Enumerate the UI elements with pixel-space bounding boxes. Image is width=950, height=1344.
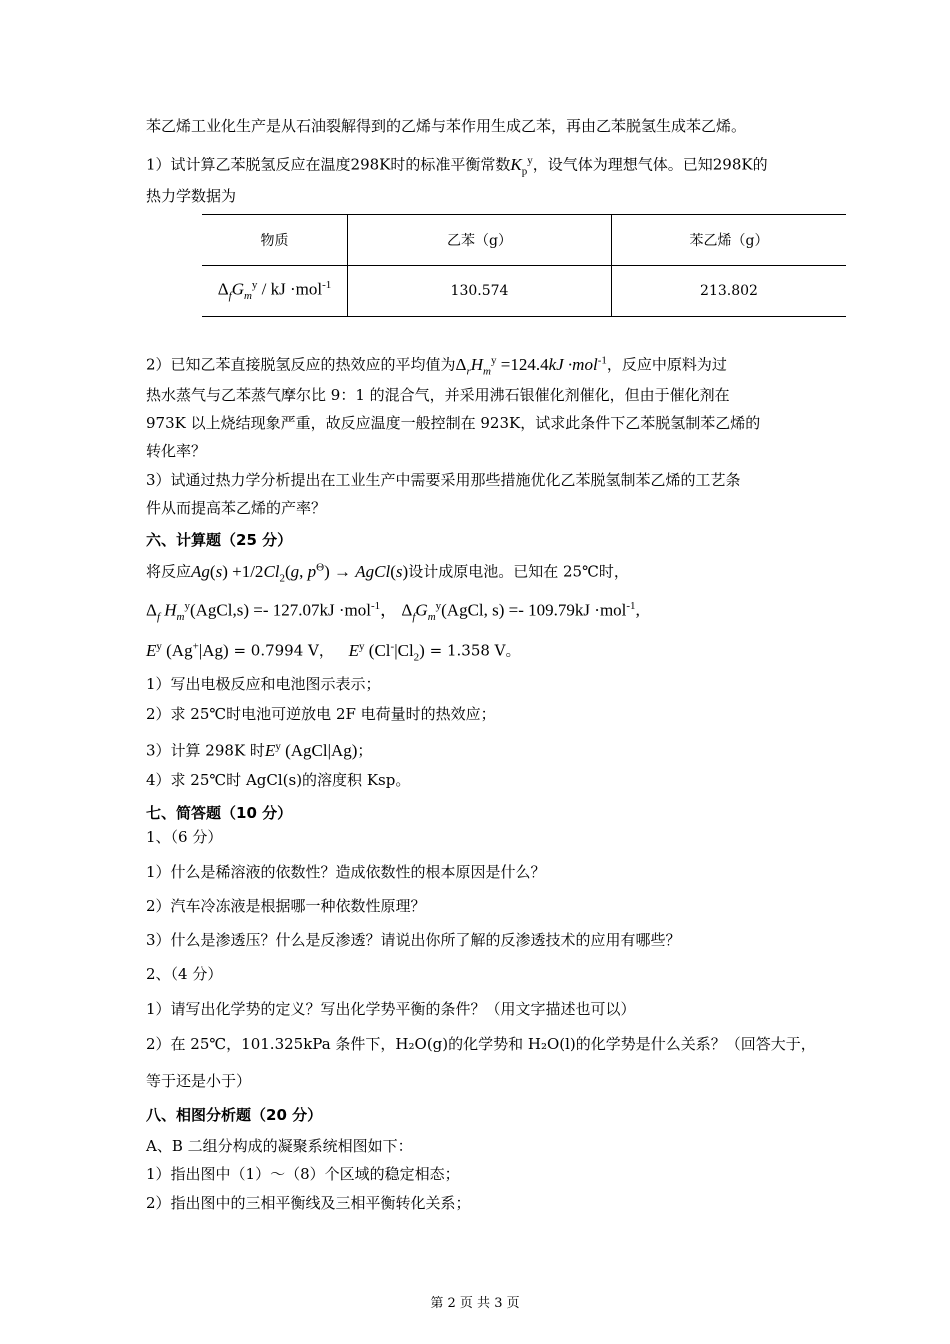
- q7-1-3: 3）什么是渗透压？什么是反渗透？请说出你所了解的反渗透技术的应用有哪些？: [146, 931, 681, 949]
- cell-reaction: $Ag(s) +1/2Cl_2(g$, $p^\Theta$) → AgCl(s): [191, 561, 409, 585]
- q7-1-1: 1）什么是稀溶液的依数性？造成依数性的根本原因是什么？: [146, 863, 546, 881]
- sec8-intro: A、B 二组分构成的凝聚系统相图如下：: [146, 1137, 413, 1155]
- q7-1-2: 2）汽车冷冻液是根据哪一种依数性原理？: [146, 897, 426, 915]
- e-agcl-symbol: $E^y$ (AgCl|Ag): [264, 740, 358, 760]
- q6-3-text-b: ；: [357, 741, 373, 760]
- header-styrene: 苯乙烯（g）: [612, 215, 847, 266]
- intro-text: 苯乙烯工业化生产是从石油裂解得到的乙烯与苯作用生成乙苯，再由乙苯脱氢生成苯乙烯。: [146, 117, 747, 135]
- q5-3-line-b: 件从而提高苯乙烯的产率？: [146, 499, 327, 517]
- q5-1-line: [146, 150, 768, 181]
- header-ethylbenzene: 乙苯（g）: [348, 215, 612, 266]
- q6-3-line: [146, 736, 372, 761]
- sec6-reaction-line: [146, 557, 629, 588]
- q6-4: 4）求 25℃时 AgCl(s)的溶度积 Ksp。: [146, 771, 411, 789]
- e-ag-symbol: $E^y$ (Ag+|Ag): [146, 640, 229, 660]
- q7-2: 2、（4 分）: [146, 965, 223, 983]
- q6-1: 1）写出电极反应和电池图示表示；: [146, 675, 381, 693]
- q5-1-text-b: ，设气体为理想气体。已知298K的: [532, 155, 768, 174]
- q8-2: 2）指出图中的三相平衡线及三相平衡转化关系；: [146, 1194, 471, 1212]
- section-6-title: 六、计算题（25 分）: [146, 531, 293, 549]
- q5-2-line-c: 热水蒸气与乙苯蒸气摩尔比 9：1 的混合气，并采用沸石银催化剂催化，但由于催化剂在: [146, 386, 730, 404]
- q7-2-2b: 等于还是小于）: [146, 1072, 252, 1090]
- q6-3-text-a: 3）计算 298K 时: [146, 741, 265, 760]
- sec6-potentials: [146, 636, 521, 667]
- q5-2-text-a: 2）已知乙苯直接脱氢反应的热效应的平均值为: [146, 355, 456, 374]
- section-7-title: 七、简答题（10 分）: [146, 804, 293, 822]
- q5-2-line-e: 转化率？: [146, 442, 207, 460]
- e-ag-value: = 0.7994 V，: [233, 641, 334, 660]
- q5-2-line-d: 973K 以上烧结现象严重，故反应温度一般控制在 923K，试求此条件下乙苯脱氢制苯乙烯的: [146, 414, 761, 432]
- thermo-data-table: [202, 214, 846, 317]
- table-header-row: [202, 215, 846, 266]
- value-ethylbenzene: 130.574: [348, 266, 612, 317]
- q5-1-line-c: 热力学数据为: [146, 187, 237, 205]
- value-styrene: 213.802: [612, 266, 847, 317]
- page-footer: 第 2 页 共 3 页: [430, 1296, 520, 1311]
- enthalpy-expression: $\Delta_rH_m^y =124.4kJ \cdot mol^{-1}$: [455, 354, 607, 378]
- sec6-separator: ，: [380, 600, 398, 620]
- sec6-thermo-values: $\Delta_f$ $H_m^y(AgCl,s) =- 127.07kJ \cdot mol^{-1}$， $\Delta_fG_m^y(AgCl$, s) =- 109.79kJ ·mol$^{-1}$,: [146, 600, 640, 624]
- e-cl-symbol: $E^y$ $(Cl^-|Cl_2)$: [348, 640, 425, 664]
- q5-2-line-a: [146, 350, 727, 381]
- q5-2-text-b: ，反应中原料为过: [606, 355, 727, 374]
- kp-symbol: $K_p^y$: [510, 154, 533, 178]
- section-8-title: 八、相图分析题（20 分）: [146, 1106, 323, 1124]
- row-label-gibbs: $\Delta_fG_m^y$ / kJ ·mol$^{-1}$: [202, 266, 348, 317]
- sec6-text-b: 设计成原电池。已知在 25℃时，: [408, 562, 629, 581]
- e-cl-value: = 1.358 V。: [429, 641, 521, 660]
- q6-2: 2）求 25℃时电池可逆放电 2F 电荷量时的热效应；: [146, 705, 496, 723]
- table-row: [202, 266, 846, 317]
- sec6-text-a: 将反应: [146, 562, 192, 581]
- q8-1: 1）指出图中（1）～（8）个区域的稳定相态；: [146, 1165, 460, 1183]
- q5-1-text-a: 1）试计算乙苯脱氢反应在温度298K时的标准平衡常数: [146, 155, 511, 174]
- header-substance: 物质: [202, 215, 348, 266]
- q7-2-1: 1）请写出化学势的定义？写出化学势平衡的条件？（用文字描述也可以）: [146, 1000, 636, 1018]
- q7-2-2a: 2）在 25℃，101.325kPa 条件下，H₂O(g)的化学势和 H₂O(l)的化学势是什么关系？（回答大于，: [146, 1035, 816, 1053]
- q7-1: 1、（6 分）: [146, 828, 223, 846]
- q5-3-line-a: 3）试通过热力学分析提出在工业生产中需要采用那些措施优化乙苯脱氢制苯乙烯的工艺条: [146, 471, 741, 489]
